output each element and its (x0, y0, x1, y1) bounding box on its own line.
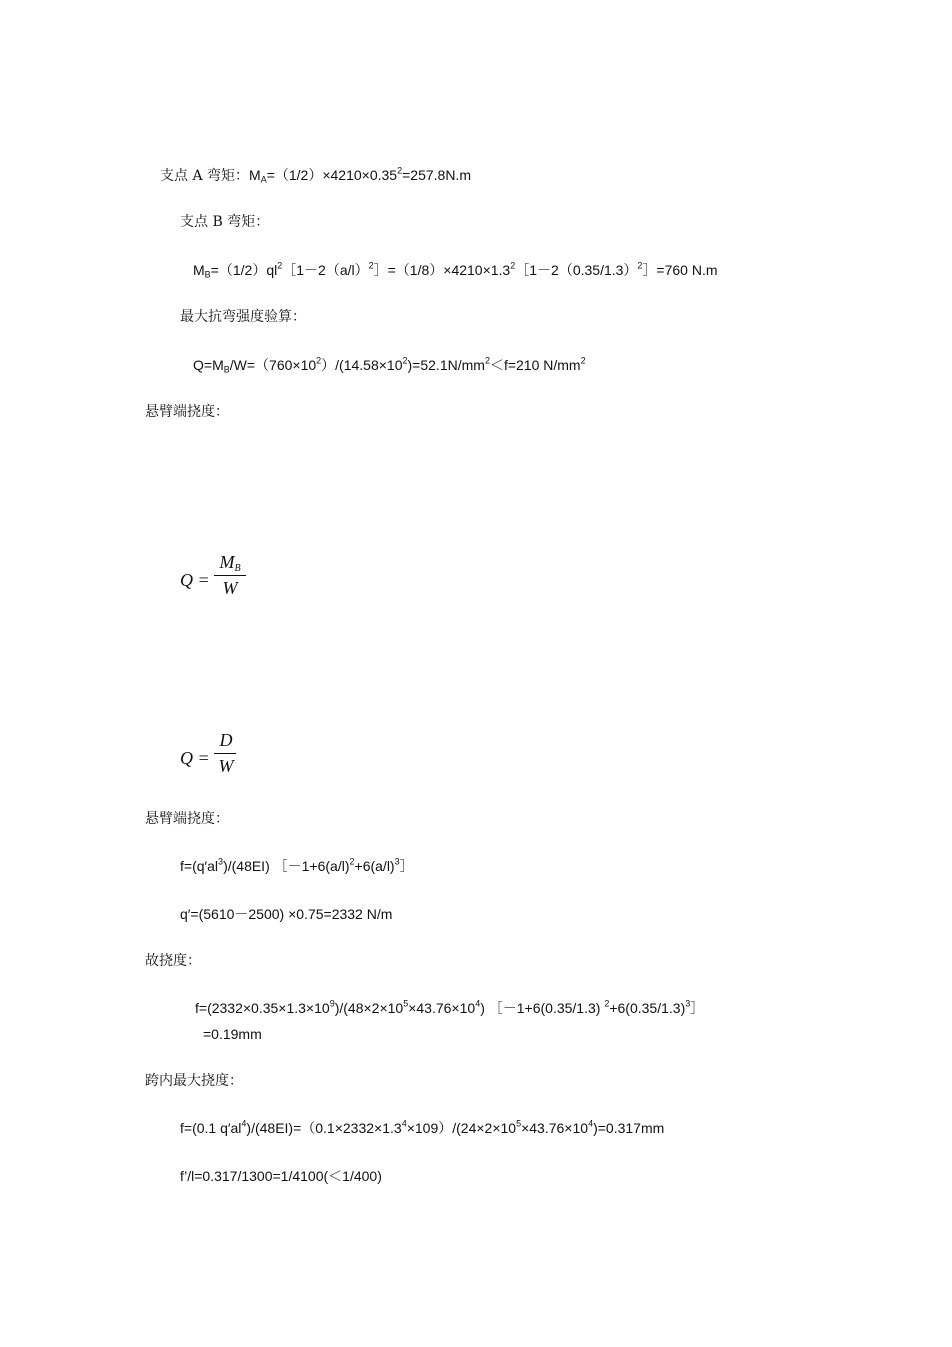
span-max-deflection-formula: f=(0.1 $q'al^4)/(48EI)=(0.1\times 2332\times 1.3^4\times 109)/(24\times 2\times 10^5\times 43.76\times 10^4)=0.317mm$ (180, 1118, 665, 1136)
formula-lhs: Q = (180, 570, 210, 590)
load-q-prime-line: q′=(5610－2500) ×0.75=2332 N/m (180, 906, 393, 922)
deflection-label: 故挠度： (145, 953, 201, 969)
formula-numerator: MB (219, 552, 241, 574)
support-b-moment-formula: $M_B=(1/2)ql^2[1-2(a/l)^2]=(1/8)\times 4210\times 1.3^2[1-2(0.35/1.3)^2]=760$ N.m (193, 260, 718, 280)
cantilever-deflection-label-2: 悬臂端挠度： (145, 811, 229, 827)
support-b-label: 支点 B 弯矩： (180, 214, 270, 230)
formula-denominator: W (222, 578, 238, 598)
deflection-formula: $f=(2332\times 0.35\times 1.3\times 10^9)/(48\times 2\times 10^5\times 43.76\times 10^4)$ ［－1+6(0.35/1.3) $^2+6(0.35/1.3)^3]$ (195, 998, 705, 1016)
cantilever-deflection-label-1: 悬臂端挠度： (145, 404, 229, 420)
strength-check-formula: $Q=M_B/W=(760\times 10^2)/(14.58\times 10^2)=52.1N/mm^2<f=210$ $N/mm^2$ (193, 355, 586, 375)
formula-numerator: D (219, 730, 233, 750)
formula-denominator: W (218, 756, 234, 776)
span-max-deflection-label: 跨内最大挠度： (145, 1073, 243, 1089)
formula-lhs: Q = (180, 748, 210, 768)
strength-check-label: 最大抗弯强度验算： (180, 309, 306, 325)
support-a-moment-line: 支点 A 弯矩：$M_A=(1/2)\times 4210\times 0.35^2=257.8N.m$ (160, 165, 471, 185)
formula-q-d-over-w (180, 730, 250, 788)
formula-q-mb-over-w (180, 552, 250, 610)
deflection-ratio-line: f’/l=0.317/1300=1/4100(＜1/400) (180, 1168, 382, 1184)
deflection-result: =0.19mm (203, 1026, 262, 1042)
cantilever-deflection-formula: $f=(q'al^3)/(48EI)$ $[-1+6(a/l)^2+6(a/l)^3]$ (180, 856, 414, 874)
fraction-bar (214, 575, 246, 576)
fraction-bar (214, 753, 236, 754)
support-a-label: 支点 A 弯矩： (160, 168, 250, 184)
